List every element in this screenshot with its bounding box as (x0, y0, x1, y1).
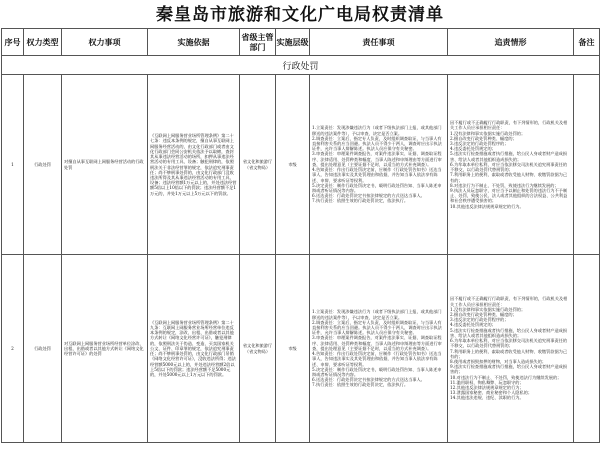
row-type: 行政处罚 (24, 255, 62, 443)
row-dept: 省文化和旅游厅（省文物局） (240, 255, 276, 443)
table-row (2, 255, 600, 443)
header-item: 权力事项 (62, 29, 148, 56)
row-level: 市级 (276, 255, 310, 443)
row-level: 市级 (276, 75, 310, 255)
row-no: 2 (2, 255, 24, 443)
table-row (2, 75, 600, 255)
row-duties: 1.立案责任：发现涉嫌违法行为（或者下级执法部门上报，或其他部门移送的违法案件等），予以审查，决定是否立案。 2.调查责任：立案后，指定专人负责，及时组织调查取证，与当事人有直接利害关系的应当回避。执法人员不得少于两人，调查时应出示执法证件，允许当事人辩解陈述。执法人员应保守有关秘密。 3.审查责任：审理案件调查报告，对案件违法事实、证据、调查取证程序、法律适用、处罚种类和幅度、当事人陈述和申辩理由等方面进行审查，提出处理意见（主要证据不足时，以适当的方式补充调查）。 4.告知责任：作出行政处罚决定前，应制作《行政处罚告知书》送达当事人，告知违法事实及其处罚理由和依据，并告知当事人依法享有陈述、申辩、要求听证等权利。 5.决定责任：制作行政处罚决定书，载明行政处罚告知、当事人陈述申辩或者听证情况等内容。 6.送达责任：行政处罚决定书按法律规定的方式送达当事人。 7.执行责任：依照生效的行政处罚决定，依法执行。 (310, 75, 448, 255)
page-title: 秦皇岛市旅游和文化广电局权责清单 (156, 5, 444, 25)
header-type: 权力类型 (24, 29, 62, 56)
row-basis: 《互联网上网服务营业场所管理条例》第二十七条：违反本条例的规定，擅自从事互联网上网服务经营活动的，由文化行政部门或者由文化行政部门会同公安机关依法予以取缔，查封其从事违法经营活动的场所，扣押从事违法经营活动的专用工具、设备；触犯刑律的，依照刑法关于非法经营罪的规定，依法追究刑事责任；尚不够刑事处罚的，由文化行政部门没收违法所得及其从事违法经营活动的专用工具、设备；违法经营额1万元以上的，并处违法经营额5倍以上10倍以下的罚款；违法经营额不足1万元的，并处1万元以上5万元以下的罚款。 (148, 75, 240, 255)
row-remark (574, 255, 600, 443)
row-dept: 省文化和旅游厅（省文物局） (240, 75, 276, 255)
header-no: 序号 (2, 29, 24, 56)
row-type: 行政处罚 (24, 75, 62, 255)
header-duties: 责任事项 (310, 29, 448, 56)
section-row (2, 56, 600, 75)
row-no: 1 (2, 75, 24, 255)
row-item: 对互联网上网服务营业场所经营单位涂改、出租、出借或者以其他方式转让《网络文化经营许可证》的处罚 (62, 255, 148, 443)
header-remark: 备注 (574, 29, 600, 56)
header-dept: 省级主管部门 (240, 29, 276, 56)
responsibility-table (1, 28, 600, 443)
row-remark (574, 75, 600, 255)
header-accountability: 追责情形 (448, 29, 574, 56)
row-item: 对擅自从事互联网上网服务经营活动的行政处罚 (62, 75, 148, 255)
header-basis: 实施依据 (148, 29, 240, 56)
row-accountability: 因不履行或不正确履行行政职责，有下列情形的，行政机关及相关工作人员应承担相应责任： 1.没有法律和事实依据实施行政处罚的； 2.擅自改变行政处罚种类、幅度的； 3.违反法定的行政处罚程序的； 4.违反委托处罚规定的； 5.违法实行检查措施或者执行措施，给公民人身或者财产造成损害、给法人或者其他组织造成损失的； 6.为牟取本单位私利，对应当依法移交司法机关追究刑事责任的不移交，以行政处罚代替刑罚的； 7.利用职务上的便利，索取或者收受他人财物、收缴罚款据为己有的； 8.对违法行为不制止、不处罚，致使违法行为继续发展的； 9.执法人员玩忽职守，对应当予以制止和处罚的违法行为不予制止、处罚，致使公民、法人或者其他组织的合法权益、公共利益和社会秩序遭受损害的； 10.其他违反法律法规规章规定的行为。 (448, 75, 574, 255)
row-duties: 1.立案责任：发现涉嫌违法行为（或者下级执法部门上报，或其他部门移送的违法案件等），予以审查，决定是否立案。 2.调查责任：立案后，指定专人负责，及时组织调查取证，与当事人有直接利害关系的应当回避。执法人员不得少于两人，调查时应出示执法证件，允许当事人辩解陈述。执法人员应保守有关秘密。 3.审查责任：审理案件调查报告，对案件违法事实、证据、调查取证程序、法律适用、处罚种类和幅度、当事人陈述和申辩理由等方面进行审查，提出处理意见（主要证据不足时，以适当的方式补充调查）。 4.告知责任：作出行政处罚决定前，应制作《行政处罚告知书》送达当事人，告知违法事实及其处罚理由和依据，并告知当事人依法享有陈述、申辩、要求听证等权利。 5.决定责任：制作行政处罚决定书，载明行政处罚告知、当事人陈述申辩或者听证情况等内容。 6.送达责任：行政处罚决定书按法律规定的方式送达当事人。 7.执行责任：依照生效的行政处罚决定，依法执行。 (310, 255, 448, 443)
header-level: 实施层级 (276, 29, 310, 56)
row-basis: 《互联网上网服务营业场所管理条例》第二十九条：互联网上网服务营业场所经营单位违反本条例的规定，涂改、出租、出借或者以其他方式转让《网络文化经营许可证》，触犯刑律的，依照刑法关于伪造、变造、买卖国家机关公文、证件、印章罪的规定，依法追究刑事责任；尚不够刑事处罚的，由文化行政部门吊销《网络文化经营许可证》，没收违法所得；违法经营额5000元以上的，并处违法经营额2倍以上5倍以下的罚款；违法经营额不足5000元的，并处5000元以上1万元以下的罚款。 (148, 255, 240, 443)
table-header-row (2, 29, 600, 56)
section-title: 行政处罚 (2, 56, 600, 75)
row-accountability: 因不履行或不正确履行行政职责，有下列情形的，行政机关及相关工作人员应承担相应责任： 1.没有法律和事实依据实施行政处罚的； 2.擅自改变行政处罚种类、幅度的； 3.违反法定的行政处罚程序的； 4.违反委托处罚规定的； 5.违法实行检查措施或者执行措施，给公民人身或者财产造成损害、给法人或者其他组织造成损失的； 6.为牟取本单位私利，对应当依法移交司法机关追究刑事责任的不移交，以行政处罚代替刑罚的； 7.利用职务上的便利，索取或者收受他人财物、收缴罚款据为己有的； 8.使用或者损毁扣押的财物，对当事人造成损失的； 9.违法实行检查措施或者执行措施，给公民人身或者财产造成损害的； 10.对违法行为不制止、不处罚，致使违法行为继续发展的； 11.滥用职权、徇私舞弊、玩忽职守的； 12.其他违反法律法规规章规定的行为； 13.泄露国家秘密、商业秘密和个人隐私的； 14.其他违法违规、违纪、渎职的行为。 (448, 255, 574, 443)
